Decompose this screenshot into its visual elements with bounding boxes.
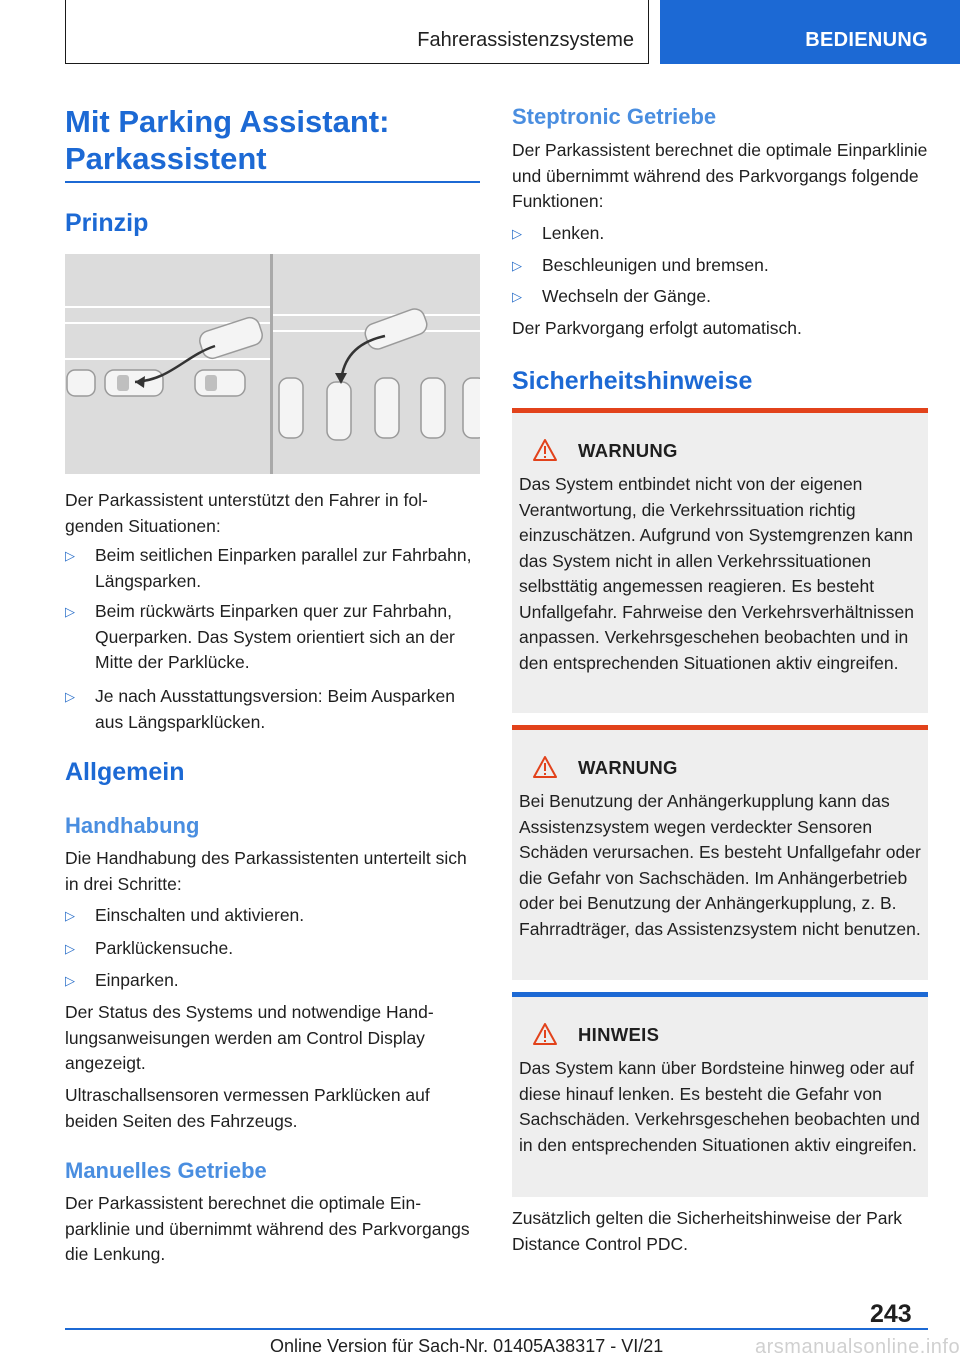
warning-title: WARNUNG (578, 757, 678, 778)
handhabung-sensor-text: Ultraschallsensoren vermessen Parklücken auf beiden Seiten des Fahrzeugs. (65, 1085, 430, 1131)
manuelles-getriebe-text: Der Parkassistent berechnet die optimale Einparklinie und übernimmt während des Parkvorgangs die Lenkung. (65, 1193, 470, 1264)
bullet-triangle-icon: ▷ (65, 689, 75, 704)
warning-triangle-icon (532, 755, 558, 779)
sicherheit-heading: Sicherheitshinweise (512, 367, 753, 395)
list-item: ▷ Beim rückwärts Einparken quer zur Fahrbahn, Querparken. Das System orientiert sich an der Mitte der Parklücke. (65, 601, 455, 672)
list-item: ▷ Einschalten und aktivieren. (65, 903, 480, 929)
notice-title: HINWEIS (578, 1024, 660, 1045)
bullet-triangle-icon: ▷ (512, 289, 522, 304)
footer-online-version: Online Version für Sach-Nr. 01405A38317 - VI/21 (270, 1336, 664, 1356)
prinzip-intro: Der Parkassistent unterstützt den Fahrer in folgenden Situationen: (65, 490, 428, 536)
notice-box (512, 992, 928, 1197)
bullet-triangle-icon: ▷ (512, 226, 522, 241)
steptronic-heading: Steptronic Getriebe (512, 104, 717, 129)
warning-triangle-icon (532, 438, 558, 462)
bullet-triangle-icon: ▷ (65, 941, 75, 956)
footer-divider (65, 1328, 928, 1330)
header-section: BEDIENUNG (805, 29, 928, 51)
prinzip-heading: Prinzip (65, 209, 149, 237)
bullet-triangle-icon: ▷ (65, 973, 75, 988)
steptronic-intro: Der Parkassistent berechnet die optimale Einparklinie und übernimmt während des Parkvorgangs folgende Funktionen: (512, 140, 928, 211)
list-item: ▷ Beschleunigen und bremsen. (512, 253, 928, 279)
notice-text: Das System kann über Bordsteine hinweg oder auf diese hinauf lenken. Es besteht die Gefahr von Sachschäden. Verkehrsgeschehen beobachten und in den entsprechenden Situationen aktiv eingreifen. (519, 1058, 920, 1155)
watermark: arsmanualsonline.info (755, 1336, 960, 1358)
header-chapter: Fahrerassistenzsysteme (417, 29, 634, 51)
parking-diagram-icon (65, 254, 480, 474)
allgemein-heading: Allgemein (65, 758, 185, 786)
parking-illustration (65, 254, 480, 474)
manuelles-getriebe-heading: Manuelles Getriebe (65, 1158, 267, 1183)
list-item: ▷ Beim seitlichen Einparken parallel zur Fahrbahn, Längsparken. (65, 545, 472, 591)
list-item: ▷ Lenken. (512, 221, 928, 247)
list-item: ▷ Einparken. (65, 968, 480, 994)
list-item: ▷ Parklückensuche. (65, 936, 480, 962)
bullet-triangle-icon: ▷ (512, 258, 522, 273)
warning-triangle-icon (532, 1022, 558, 1046)
bullet-triangle-icon: ▷ (65, 604, 75, 619)
warning-text: Das System entbindet nicht von der eigenen Verantwortung, die Verkehrssituation richtig einzuschätzen. Aufgrund von Systemgrenzen kann das System nicht in allen Verkehrssituationen selbsttätig angemessen reagieren. Es besteht Unfallgefahr. Fahrweise den Verkehrsverhältnissen anpassen. Verkehrsgeschehen beobachten und in den entsprechenden Situationen aktiv eingreifen. (519, 474, 914, 673)
sicherheit-closing: Zusätzlich gelten die Sicherheitshinweise der Park Distance Control PDC. (512, 1208, 903, 1254)
page-number: 243 (870, 1300, 912, 1328)
steptronic-outro: Der Parkvorgang erfolgt automatisch. (512, 318, 802, 338)
bullet-triangle-icon: ▷ (65, 548, 75, 563)
warning-title: WARNUNG (578, 440, 678, 461)
handhabung-status-text: Der Status des Systems und notwendige Handlungsanweisungen werden am Control Display angezeigt. (65, 1002, 434, 1073)
header-section-box (660, 0, 960, 64)
warning-box (512, 725, 928, 980)
bullet-triangle-icon: ▷ (65, 908, 75, 923)
header-chapter-box (65, 0, 649, 64)
warning-text: Bei Benutzung der Anhängerkupplung kann das Assistenzsystem wegen verdeckter Sensoren Schäden verursachen. Es besteht Unfallgefahr oder die Gefahr von Sachschäden. Im Anhängerbetrieb oder bei Benutzung der Anhängerkupplung, z. B. Fahrradträger, das Assistenzsystem nicht benutzen. (519, 791, 921, 939)
list-item: ▷ Wechseln der Gänge. (512, 284, 928, 310)
handhabung-intro: Die Handhabung des Parkassistenten unterteilt sich in drei Schritte: (65, 848, 467, 894)
page-title: Mit Parking Assistant: Parkassistent (65, 104, 390, 176)
warning-box (512, 408, 928, 713)
title-divider (65, 181, 480, 183)
list-item: ▷ Je nach Ausstattungsversion: Beim Ausparken aus Längsparklücken. (65, 686, 455, 732)
handhabung-heading: Handhabung (65, 813, 200, 838)
